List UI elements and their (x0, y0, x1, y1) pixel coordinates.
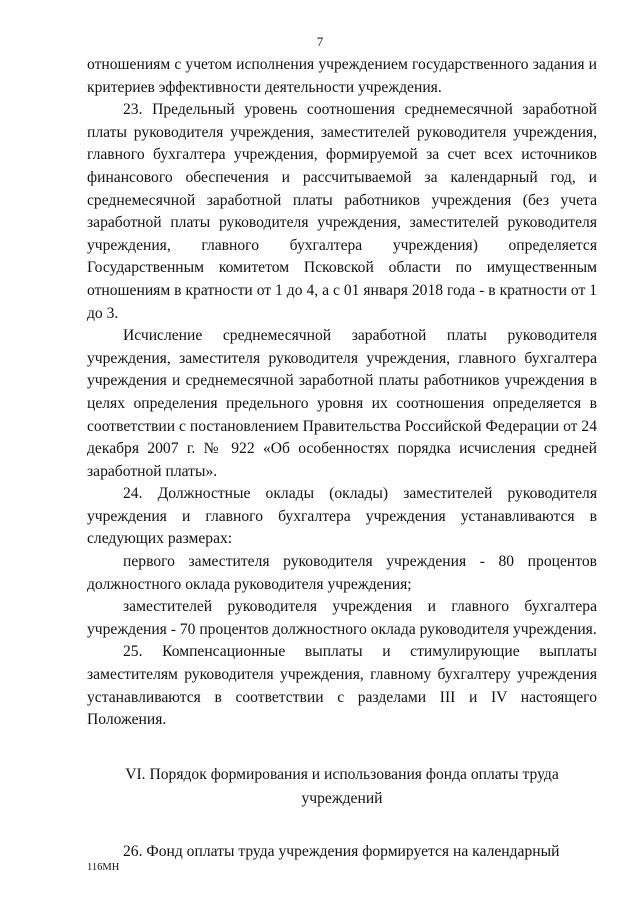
paragraph-23: 23. Предельный уровень соотношения среднемесячной заработной платы руководителя учреждения, заместителей руководителя учреждения, главного бухгалтера учреждения, формируемой за счет всех источников финансового обеспечения и рассчитываемой за календарный год, и среднемесячной заработной платы работников учреждения (без учета заработной платы руководителя учреждения, заместителей руководителя учреждения, главного бухгалтера учреждения) определяется Государственным комитетом Псковской области по имущественным отношениям в кратности от 1 до 4, а с 01 января 2018 года - в кратности от 1 до 3. (87, 101, 597, 322)
paragraph-26: 26. Фонд оплаты труда учреждения формируется на календарный (123, 842, 560, 860)
document-body (87, 54, 597, 863)
paragraph-continuation: отношениям с учетом исполнения учреждением государственного задания и критериев эффективности деятельности учреждения. (87, 56, 597, 96)
section-heading-line2: учреждений (301, 789, 383, 807)
paragraph-salary-calculation: Исчисление среднемесячной заработной платы руководителя учреждения, заместителя руководителя учреждения, главного бухгалтера учреждения и среднемесячной заработной платы работников учреждения в целях определения предельного уровня их соотношения определяется в соответствии с постановлением Правительства Российской Федерации от 24 декабря 2007 г. № 922 «Об особенностях порядка исчисления средней заработной платы». (87, 327, 597, 480)
paragraph-first-deputy: первого заместителя руководителя учреждения - 80 процентов должностного оклада руководителя учреждения; (87, 553, 597, 593)
paragraph-25: 25. Компенсационные выплаты и стимулирующие выплаты заместителям руководителя учреждения, главному бухгалтеру учреждения устанавливаются в соответствии с разделами III и IV настоящего Положения. (87, 643, 597, 729)
paragraph-deputies: заместителей руководителя учреждения и главного бухгалтера учреждения - 70 процентов должностного оклада руководителя учреждения. (87, 598, 597, 638)
footer-document-code: 116МН (87, 862, 120, 873)
page-number: 7 (316, 34, 324, 49)
section-heading (87, 763, 597, 811)
section-heading-line1: VI. Порядок формирования и использования фонда оплаты труда (125, 765, 559, 783)
paragraph-24: 24. Должностные оклады (оклады) заместителей руководителя учреждения и главного бухгалтера учреждения устанавливаются в следующих размерах: (87, 485, 597, 548)
